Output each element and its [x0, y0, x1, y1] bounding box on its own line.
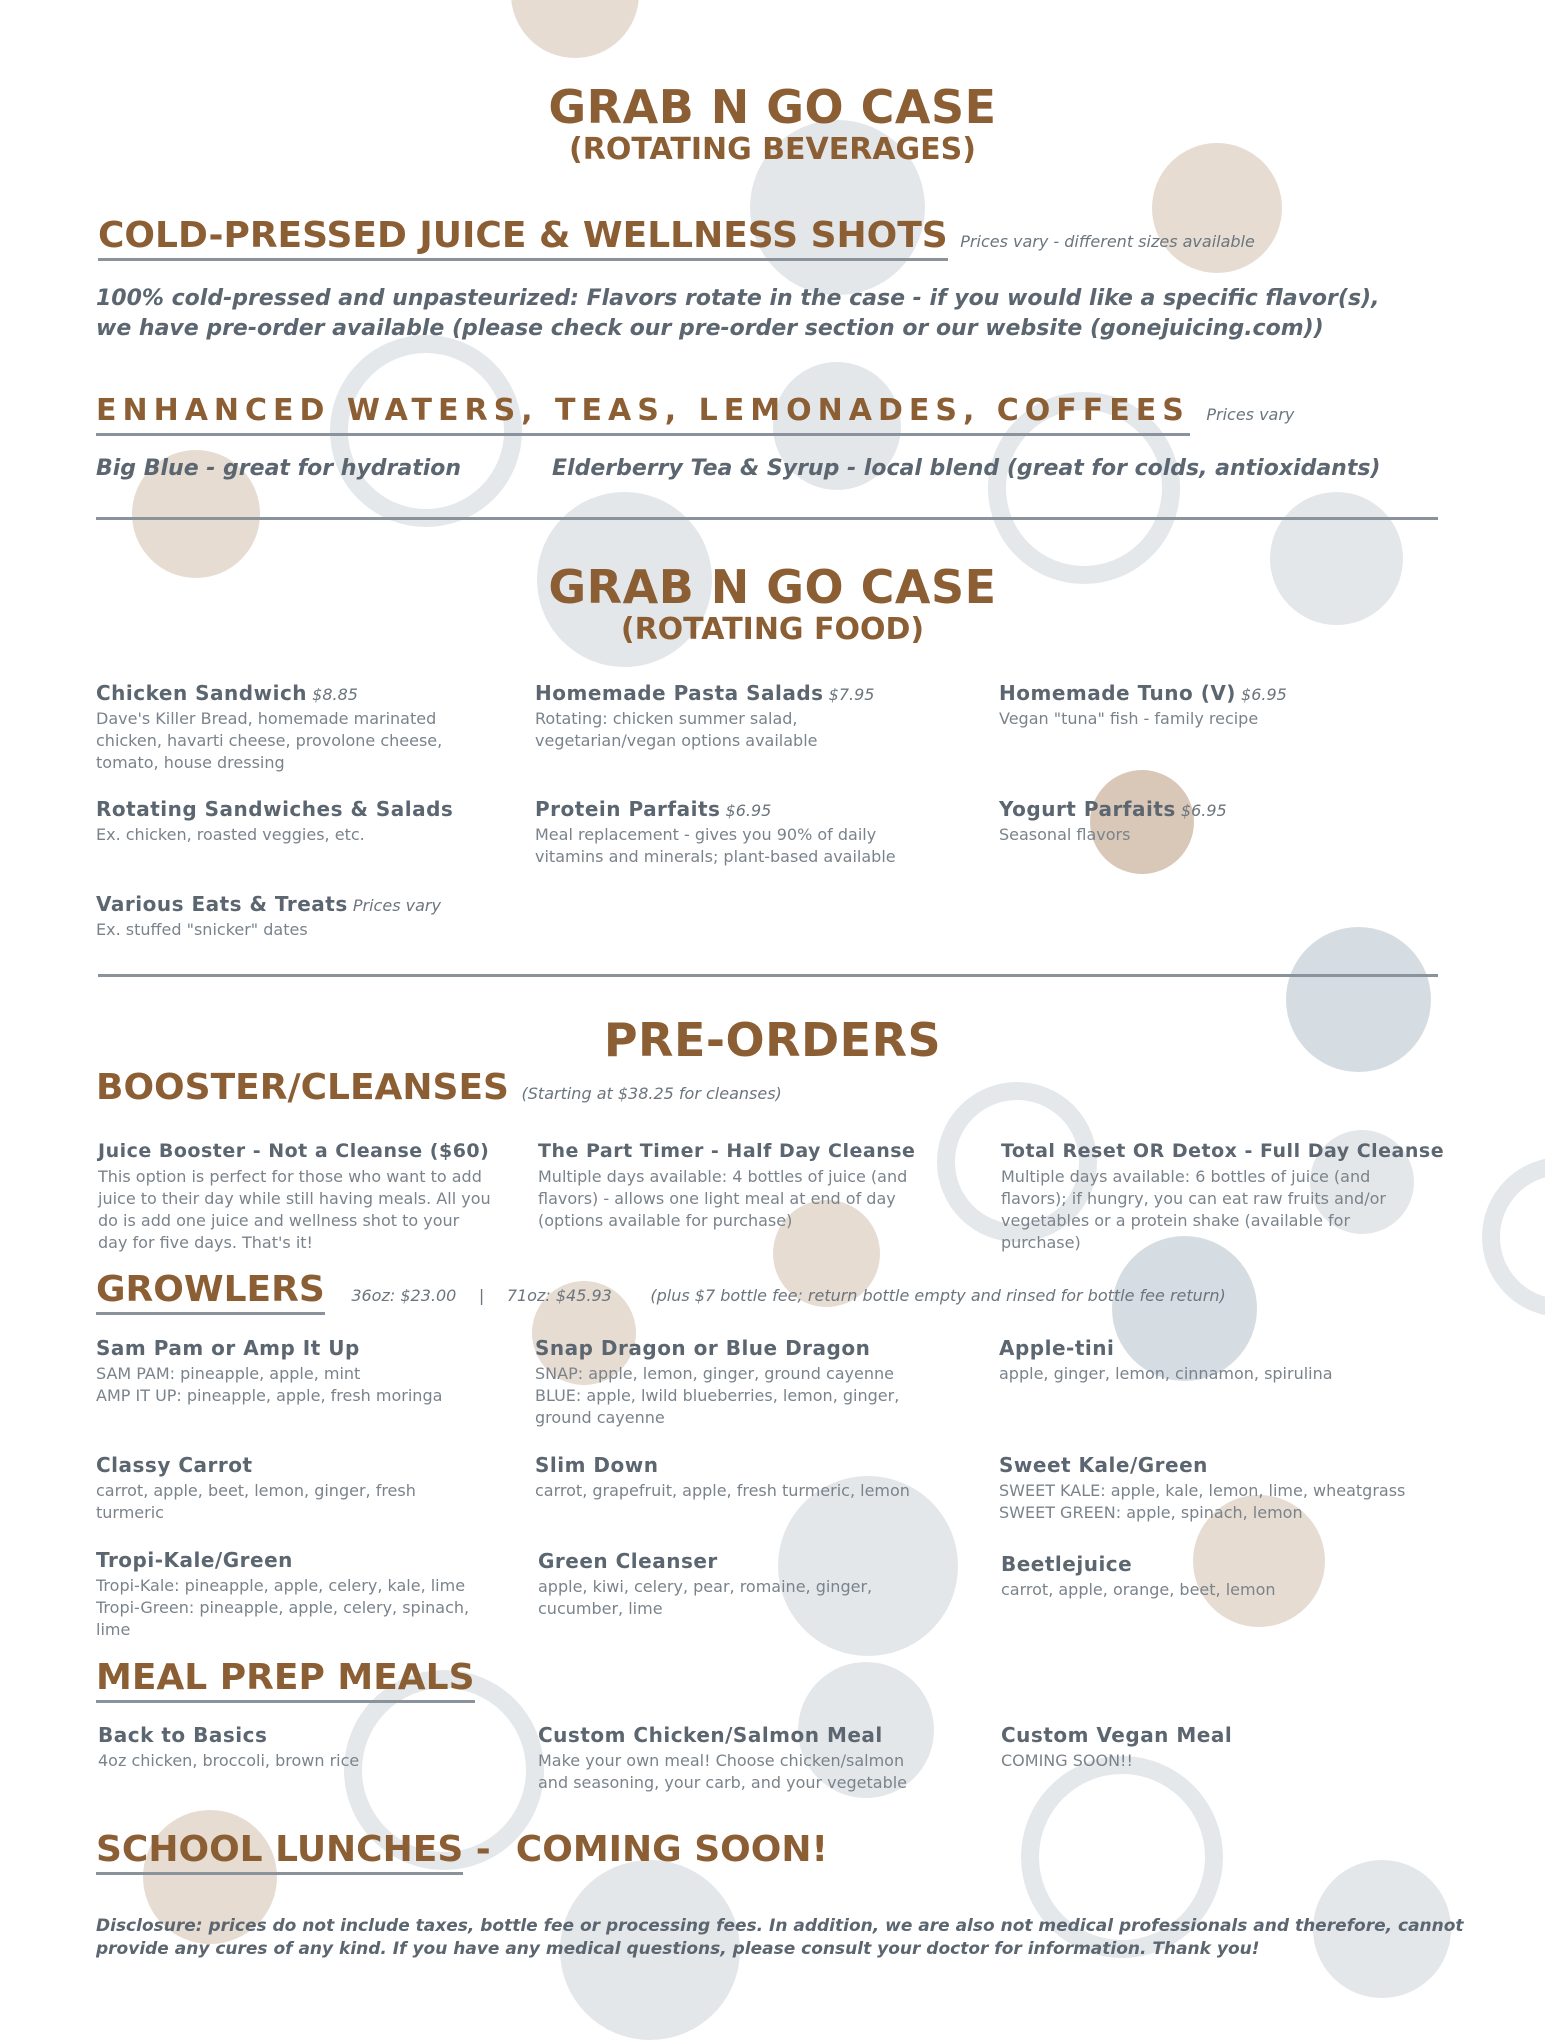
growlers-heading	[96, 1270, 1226, 1316]
juice-description-line: we have pre-order available (please check our pre-order section or our website (gonejuicing.com))	[96, 316, 1324, 341]
waters-section-heading	[96, 391, 1294, 436]
growler-desc: SWEET KALE: apple, kale, lemon, lime, wheatgrass SWEET GREEN: apple, spinach, lemon	[999, 1481, 1406, 1522]
growler-item	[96, 1547, 536, 1641]
section-divider	[98, 974, 1438, 977]
cleanse-desc: Multiple days available: 4 bottles of juice (and flavors) - allows one light meal at end of day (options available for purchase)	[538, 1167, 908, 1230]
beverages-header	[0, 82, 1545, 168]
food-item-desc: Ex. stuffed "snicker" dates	[96, 920, 308, 939]
growler-item	[999, 1335, 1439, 1385]
growlers-price-71oz: 71oz: $45.93	[506, 1286, 612, 1305]
food-item-name: Rotating Sandwiches & Salads	[96, 797, 454, 821]
food-item-price: $7.95	[828, 685, 875, 704]
food-item-name: Protein Parfaits	[535, 797, 721, 821]
food-item-name: Chicken Sandwich	[96, 681, 308, 705]
waters-item-big-blue: Big Blue - great for hydration	[96, 456, 462, 481]
growlers-separator: |	[478, 1286, 485, 1305]
food-item	[96, 680, 496, 774]
decorative-ring	[1482, 1157, 1545, 1317]
meal-item	[538, 1722, 978, 1794]
food-item-price: $6.95	[1241, 685, 1287, 704]
growler-name: Slim Down	[535, 1453, 659, 1477]
food-item	[96, 891, 516, 941]
growler-desc: apple, ginger, lemon, cinnamon, spirulina	[999, 1364, 1333, 1383]
food-item-name: Various Eats & Treats	[96, 892, 348, 916]
school-lunches-title: SCHOOL LUNCHES	[96, 1830, 463, 1875]
meal-name: Back to Basics	[98, 1723, 268, 1747]
beverages-title: GRAB N GO CASE	[548, 80, 997, 134]
growler-name: Green Cleanser	[538, 1549, 718, 1573]
beverages-subtitle: (ROTATING BEVERAGES)	[569, 132, 976, 167]
preorders-title: PRE-ORDERS	[603, 1013, 942, 1067]
booster-note: (Starting at $38.25 for cleanses)	[521, 1084, 782, 1103]
cleanse-name: The Part Timer - Half Day Cleanse	[538, 1140, 916, 1162]
food-title: GRAB N GO CASE	[548, 560, 997, 614]
growlers-price-36oz: 36oz: $23.00	[351, 1286, 457, 1305]
growler-item	[96, 1335, 516, 1407]
growler-desc: SNAP: apple, lemon, ginger, ground cayenne BLUE: apple, lwild blueberries, lemon, ginger, ground cayenne	[535, 1364, 900, 1427]
food-item	[999, 796, 1419, 846]
growler-name: Sweet Kale/Green	[999, 1453, 1208, 1477]
meal-prep-title: MEAL PREP MEALS	[96, 1658, 475, 1703]
juice-section-note: Prices vary - different sizes available	[960, 232, 1255, 251]
growler-desc: carrot, grapefruit, apple, fresh turmeric, lemon	[535, 1481, 910, 1500]
food-subtitle: (ROTATING FOOD)	[620, 612, 925, 647]
growler-desc: apple, kiwi, celery, pear, romaine, ginger, cucumber, lime	[538, 1577, 873, 1618]
preorders-header	[0, 1015, 1545, 1065]
cleanse-name: Juice Booster - Not a Cleanse ($60)	[98, 1140, 490, 1162]
food-item	[535, 680, 955, 752]
food-item	[96, 796, 516, 846]
cleanse-name: Total Reset OR Detox - Full Day Cleanse	[1001, 1140, 1445, 1162]
food-item	[535, 796, 955, 868]
growler-desc: carrot, apple, beet, lemon, ginger, fresh turmeric	[96, 1481, 416, 1522]
food-item-desc: Rotating: chicken summer salad, vegetarian/vegan options available	[535, 709, 818, 750]
section-divider	[96, 517, 1438, 520]
booster-title: BOOSTER/CLEANSES	[96, 1067, 509, 1108]
growler-item	[535, 1335, 955, 1429]
food-item-desc: Dave's Killer Bread, homemade marinated chicken, havarti cheese, provolone cheese, tomato, house dressing	[96, 709, 443, 772]
food-item-price: Prices vary	[352, 896, 441, 915]
food-item-desc: Meal replacement - gives you 90% of daily vitamins and minerals; plant-based available	[535, 825, 896, 866]
meal-item	[1001, 1722, 1421, 1772]
disclosure	[96, 1915, 1464, 1961]
juice-section-title: COLD-PRESSED JUICE & WELLNESS SHOTS	[98, 216, 948, 261]
booster-heading	[96, 1068, 782, 1114]
food-item-desc: Vegan "tuna" fish - family recipe	[999, 709, 1259, 728]
meal-name: Custom Vegan Meal	[1001, 1723, 1233, 1747]
meal-name: Custom Chicken/Salmon Meal	[538, 1723, 883, 1747]
cleanse-desc: This option is perfect for those who want to add juice to their day while still having meals. All you do is add one juice and wellness shot to your day for five days. That's it!	[98, 1167, 491, 1252]
disclosure-line: provide any cures of any kind. If you have any medical questions, please consult your doctor for information. Thank you!	[96, 1939, 1260, 1959]
growler-item	[1001, 1551, 1421, 1601]
food-item	[999, 680, 1419, 730]
growler-desc: SAM PAM: pineapple, apple, mint AMP IT UP: pineapple, apple, fresh moringa	[96, 1364, 443, 1405]
growler-item	[538, 1548, 958, 1620]
growlers-note: (plus $7 bottle fee; return bottle empty and rinsed for bottle fee return)	[650, 1286, 1226, 1305]
growler-item	[96, 1452, 516, 1524]
meal-desc: COMING SOON!!	[1001, 1751, 1133, 1770]
school-lunches-status: - COMING SOON!	[463, 1829, 828, 1870]
juice-description-line: 100% cold-pressed and unpasteurized: Flavors rotate in the case - if you would like a specific flavor(s),	[96, 286, 1380, 311]
cleanse-item	[538, 1138, 978, 1232]
food-item-name: Yogurt Parfaits	[999, 797, 1176, 821]
growler-name: Classy Carrot	[96, 1453, 253, 1477]
decorative-circle	[511, 0, 639, 58]
school-lunches-heading	[96, 1830, 828, 1875]
meal-prep-heading	[96, 1658, 475, 1703]
meal-desc: 4oz chicken, broccoli, brown rice	[98, 1751, 360, 1770]
juice-section-heading	[98, 216, 1255, 262]
food-item-desc: Ex. chicken, roasted veggies, etc.	[96, 825, 365, 844]
waters-section-note: Prices vary	[1206, 405, 1295, 424]
growler-item	[535, 1452, 975, 1502]
growler-item	[999, 1452, 1469, 1524]
food-item-price: $6.95	[725, 801, 772, 820]
cleanse-item	[1001, 1138, 1471, 1254]
food-item-price: $6.95	[1180, 801, 1227, 820]
waters-item-elderberry: Elderberry Tea & Syrup - local blend (great for colds, antioxidants)	[552, 456, 1381, 481]
cleanse-item	[98, 1138, 538, 1254]
growler-name: Apple-tini	[999, 1336, 1115, 1360]
growler-name: Tropi-Kale/Green	[96, 1548, 293, 1572]
growler-name: Sam Pam or Amp It Up	[96, 1336, 360, 1360]
food-item-name: Homemade Tuno (V)	[999, 681, 1236, 705]
juice-section-description	[96, 284, 1379, 344]
cleanse-desc: Multiple days available: 6 bottles of juice (and flavors); if hungry, you can eat raw fruits and/or vegetables or a protein shake (available for purchase)	[1001, 1167, 1386, 1252]
growlers-title: GROWLERS	[96, 1270, 325, 1315]
food-item-desc: Seasonal flavors	[999, 825, 1131, 844]
food-item-name: Homemade Pasta Salads	[535, 681, 824, 705]
meal-desc: Make your own meal! Choose chicken/salmon and seasoning, your carb, and your vegetable	[538, 1751, 908, 1792]
meal-item	[98, 1722, 518, 1772]
growler-desc: carrot, apple, orange, beet, lemon	[1001, 1580, 1276, 1599]
growler-name: Beetlejuice	[1001, 1552, 1133, 1576]
food-item-price: $8.85	[312, 685, 358, 704]
growler-name: Snap Dragon or Blue Dragon	[535, 1336, 871, 1360]
disclosure-line: Disclosure: prices do not include taxes, bottle fee or processing fees. In addition, we are also not medical professionals and therefore, cannot	[96, 1916, 1464, 1936]
food-header	[0, 562, 1545, 648]
waters-section-title: ENHANCED WATERS, TEAS, LEMONADES, COFFEES	[96, 391, 1190, 436]
growler-desc: Tropi-Kale: pineapple, apple, celery, kale, lime Tropi-Green: pineapple, apple, celery, spinach, lime	[96, 1576, 470, 1639]
